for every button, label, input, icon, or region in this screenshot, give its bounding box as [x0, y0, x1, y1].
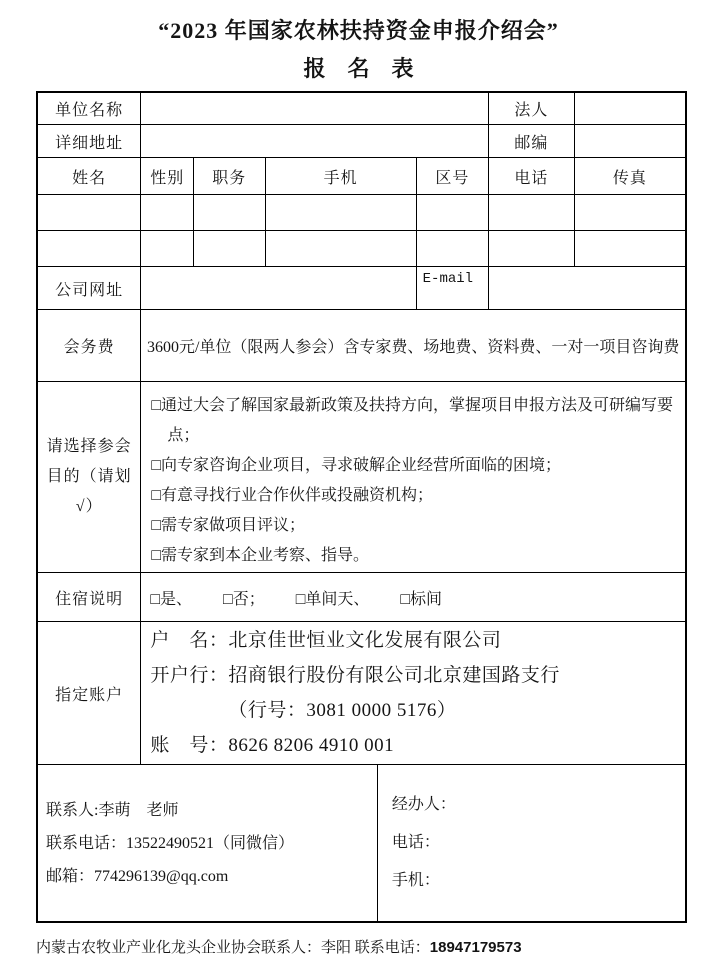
header-phone: 电话	[488, 158, 573, 194]
attendee-cell[interactable]	[265, 195, 416, 230]
unit-name-field[interactable]	[140, 93, 488, 124]
purpose-label-line: √）	[75, 498, 103, 515]
postal-code-field[interactable]	[574, 125, 685, 157]
contact-info	[38, 765, 377, 921]
website-label: 公司网址	[55, 281, 124, 299]
fee-content: 3600元/单位（限两人参会）含专家费、场地费、资料费、一对一项目咨询费	[140, 310, 685, 381]
attendee-cell[interactable]	[38, 195, 140, 230]
fee-label: 会务费	[63, 339, 115, 356]
purpose-options	[140, 382, 685, 572]
purpose-option-text: 需专家做项目评议；	[161, 517, 306, 534]
checkbox-icon[interactable]: □	[151, 517, 162, 534]
attendee-cell[interactable]	[488, 231, 573, 266]
footer-text: 内蒙古农牧业产业化龙头企业协会联系人：李阳 联系电话：	[36, 940, 430, 956]
account-info	[140, 622, 685, 764]
account-number-line: 账 号：8626 8206 4910 001	[150, 735, 395, 756]
purpose-option-text: 通过大会了解国家最新政策及扶持方向，掌握项目申报方法及可研编写要点；	[161, 397, 674, 444]
contact-phone-line: 联系电话：13522490521（同微信）	[46, 834, 295, 852]
purpose-option	[151, 511, 685, 541]
lodging-option-yes[interactable]: □是、	[150, 590, 193, 608]
contact-person-line: 联系人:李萌 老师	[46, 801, 179, 819]
handler-mobile-line: 手机：	[391, 872, 440, 889]
email-field[interactable]	[488, 267, 685, 309]
handler-line: 经办人：	[391, 796, 456, 813]
email-label: E-mail	[416, 267, 489, 309]
attendee-cell[interactable]	[193, 195, 265, 230]
checkbox-icon[interactable]: □	[151, 457, 162, 474]
attendee-cell[interactable]	[488, 195, 573, 230]
header-mobile: 手机	[265, 158, 416, 194]
contact-row	[38, 764, 685, 921]
lodging-row	[38, 572, 685, 621]
account-row	[38, 621, 685, 764]
attendee-cell[interactable]	[416, 195, 489, 230]
account-label: 指定账户	[55, 686, 124, 704]
attendee-cell[interactable]	[574, 195, 685, 230]
purpose-option-text: 需专家到本企业考察、指导。	[161, 547, 370, 564]
header-gender: 性别	[140, 158, 193, 194]
purpose-option	[151, 391, 685, 451]
page-title: “2023 年国家农林扶持资金申报介绍会”	[158, 18, 559, 43]
attendee-cell[interactable]	[140, 231, 193, 266]
purpose-option	[151, 481, 685, 511]
footer-phone: 18947179573	[429, 939, 522, 956]
account-name-line: 户 名：北京佳世恒业文化发展有限公司	[150, 630, 502, 651]
purpose-row	[38, 381, 685, 572]
unit-name-row	[38, 93, 685, 124]
address-label: 详细地址	[55, 134, 124, 152]
purpose-label-line: 请选择参会	[46, 438, 132, 455]
bank-number-line: （行号：3081 0000 5176）	[228, 700, 457, 721]
contact-email-line: 邮箱：774296139@qq.com	[46, 867, 229, 885]
attendee-cell[interactable]	[265, 231, 416, 266]
handler-phone-line: 电话：	[391, 834, 440, 851]
lodging-option-single[interactable]: □单间天、	[295, 590, 370, 608]
purpose-label	[38, 382, 140, 572]
attendee-header-row	[38, 157, 685, 194]
header-position: 职务	[193, 158, 265, 194]
purpose-option-text: 向专家咨询企业项目，寻求破解企业经营所面临的困境；	[161, 457, 562, 474]
header-name: 姓名	[72, 169, 107, 187]
header-area-code: 区号	[416, 158, 489, 194]
website-field[interactable]	[140, 267, 415, 309]
address-field[interactable]	[140, 125, 488, 157]
fee-row	[38, 309, 685, 381]
lodging-label: 住宿说明	[55, 590, 124, 608]
purpose-option-text: 有意寻找行业合作伙伴或投融资机构；	[161, 487, 434, 504]
lodging-option-standard[interactable]: □标间	[400, 590, 443, 608]
form-title: 报 名 表	[303, 56, 414, 81]
footer-note	[36, 936, 696, 957]
address-row	[38, 124, 685, 157]
legal-person-label: 法人	[488, 93, 573, 124]
attendee-cell[interactable]	[193, 231, 265, 266]
attendee-cell[interactable]	[140, 195, 193, 230]
legal-person-field[interactable]	[574, 93, 685, 124]
attendee-row-1	[38, 194, 685, 230]
purpose-option	[151, 541, 685, 571]
attendee-cell[interactable]	[38, 231, 140, 266]
header-fax: 传真	[574, 158, 685, 194]
website-row	[38, 266, 685, 309]
bank-line: 开户行：招商银行股份有限公司北京建国路支行	[150, 665, 560, 686]
attendee-cell[interactable]	[574, 231, 685, 266]
postal-code-label: 邮编	[488, 125, 573, 157]
registration-table	[36, 91, 687, 923]
checkbox-icon[interactable]: □	[151, 487, 162, 504]
purpose-option	[151, 451, 685, 481]
attendee-row-2	[38, 230, 685, 266]
attendee-cell[interactable]	[416, 231, 489, 266]
purpose-label-line: 目的（请划	[46, 468, 132, 485]
checkbox-icon[interactable]: □	[151, 397, 162, 414]
unit-name-label: 单位名称	[55, 102, 124, 119]
lodging-option-no[interactable]: □否；	[223, 590, 265, 608]
checkbox-icon[interactable]: □	[151, 547, 162, 564]
lodging-options	[140, 573, 685, 621]
handler-info	[377, 765, 685, 921]
